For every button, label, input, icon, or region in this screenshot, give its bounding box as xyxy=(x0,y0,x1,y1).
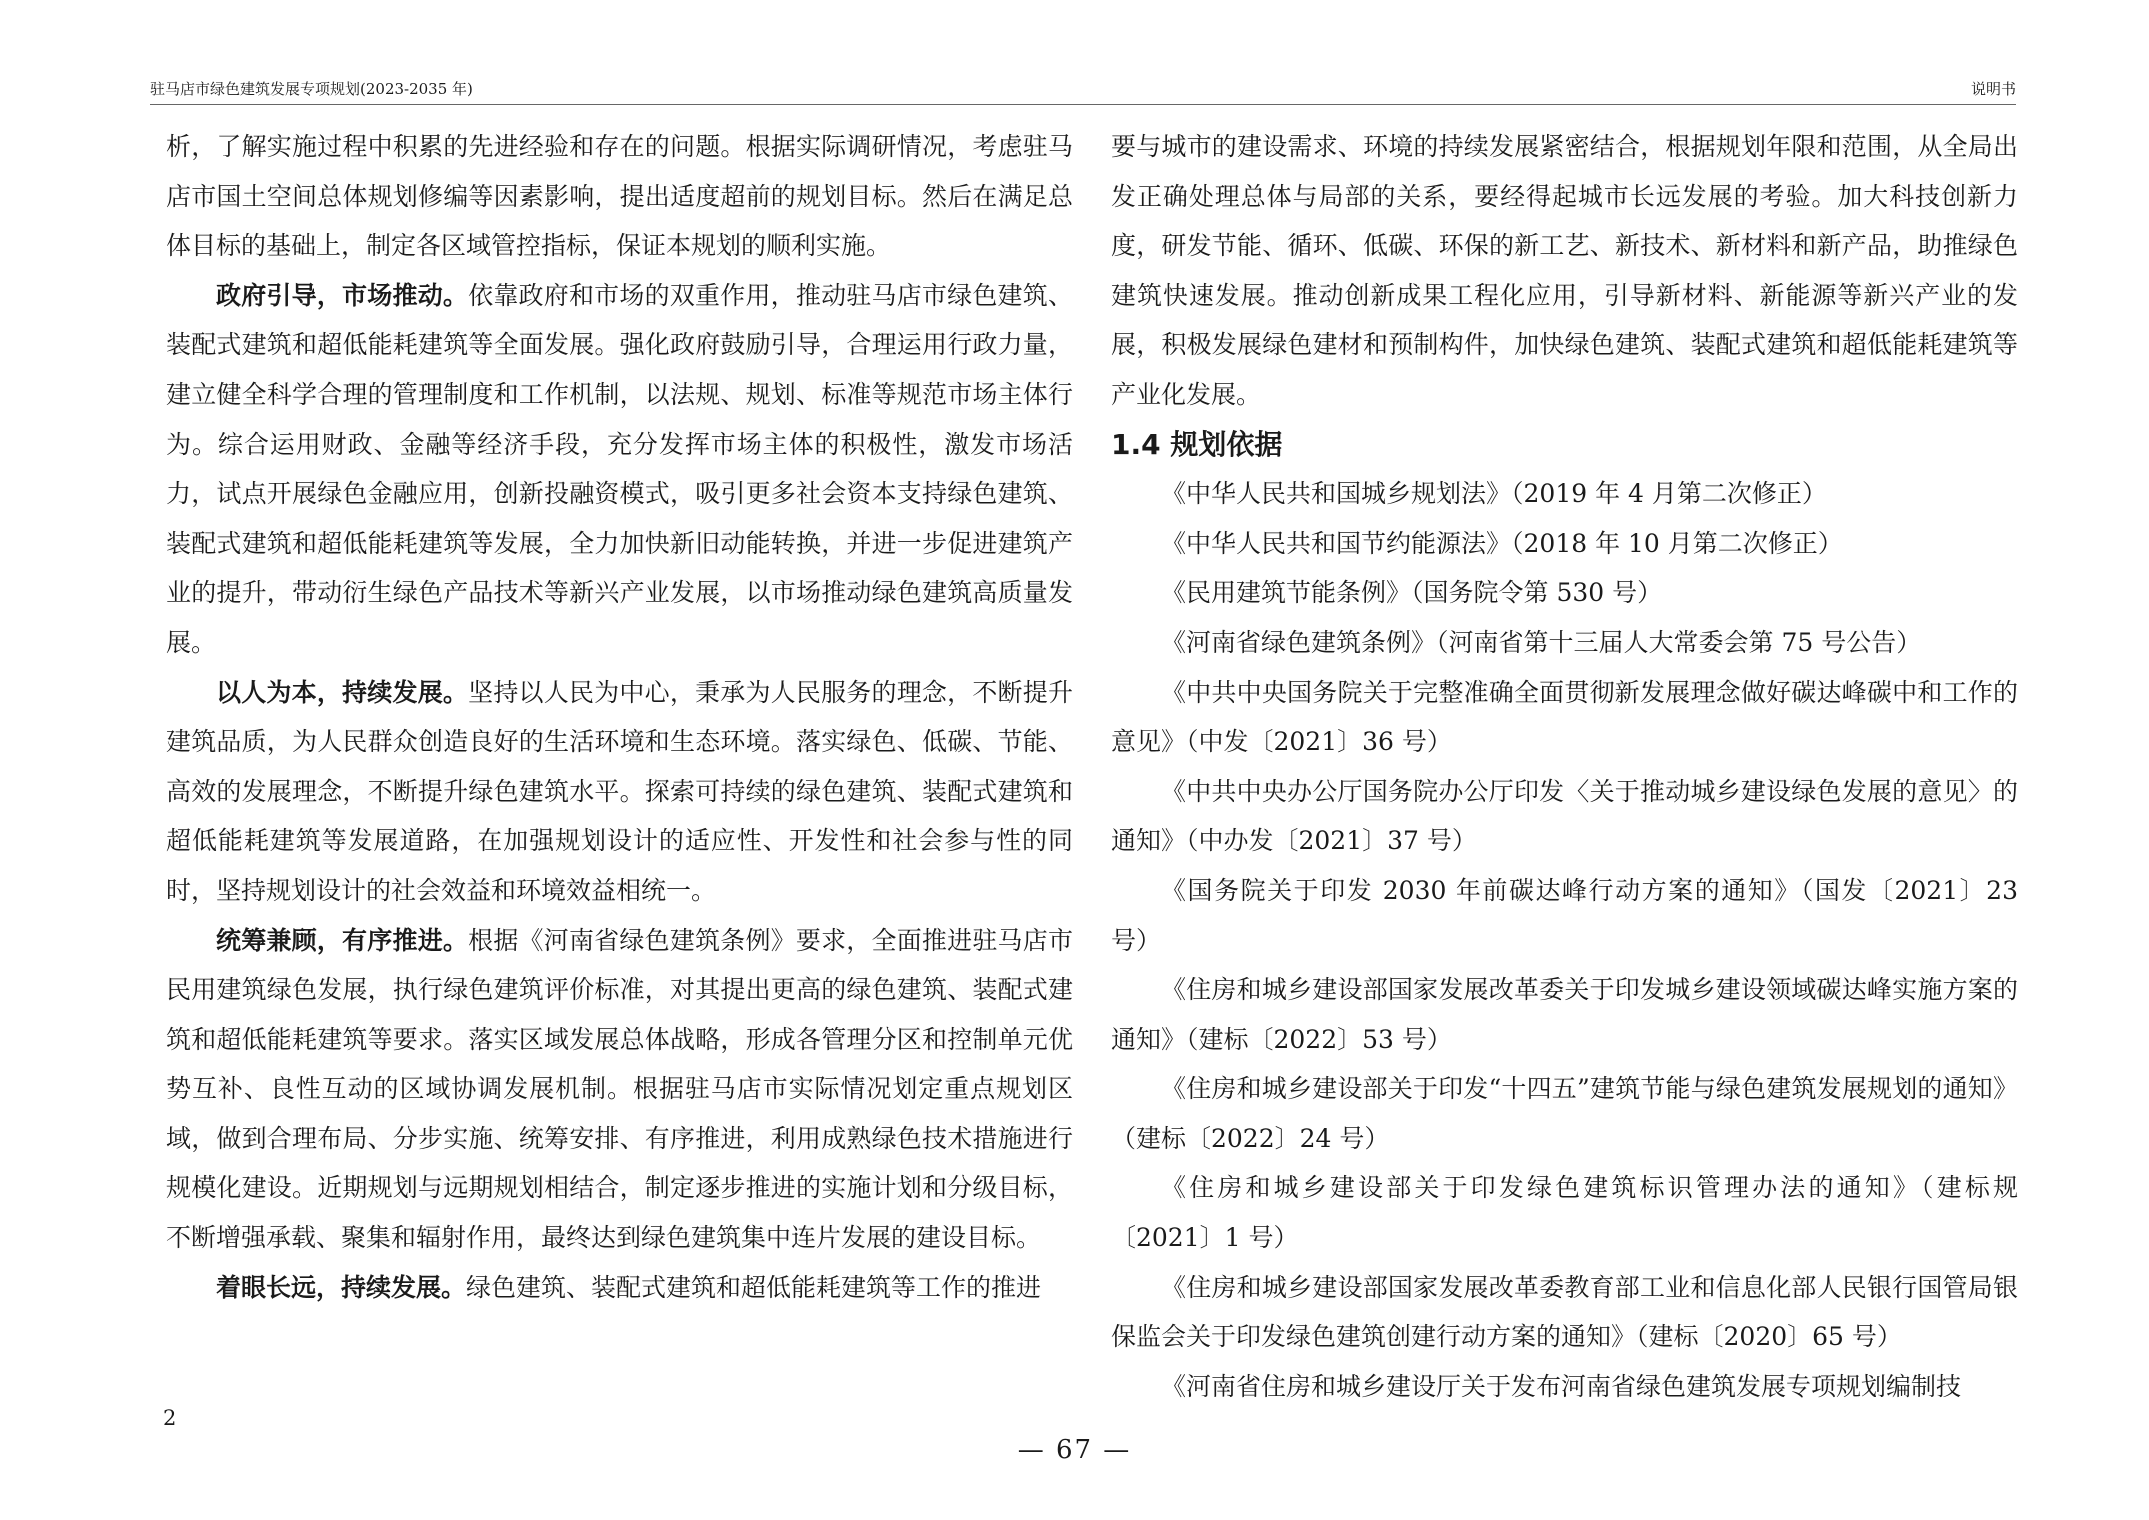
reference-item: 《中共中央国务院关于完整准确全面贯彻新发展理念做好碳达峰碳中和工作的意见》（中发〔2021〕36 号） xyxy=(1111,677,2018,757)
paragraph: 析，了解实施过程中积累的先进经验和存在的问题。根据实际调研情况，考虑驻马店市国土空间总体规划修编等因素影响，提出适度超前的规划目标。然后在满足总体目标的基础上，制定各区域管控指标，保证本规划的顺利实施。 xyxy=(166,132,1073,261)
header-rule xyxy=(150,104,2016,105)
paragraph-lead: 统筹兼顾，有序推进。 xyxy=(216,925,469,955)
reference-item: 《民用建筑节能条例》（国务院令第 530 号） xyxy=(1161,578,1663,608)
reference-item: 《住房和城乡建设部关于印发“十四五”建筑节能与绿色建筑发展规划的通知》（建标〔2022〕24 号） xyxy=(1111,1074,2018,1153)
paragraph xyxy=(166,1263,1073,1313)
reference-item: 《河南省绿色建筑条例》（河南省第十三届人大常委会第 75 号公告） xyxy=(1161,627,1922,657)
paragraph-lead: 政府引导，市场推动。 xyxy=(216,280,469,310)
running-header-right: 说明书 xyxy=(1970,80,2016,98)
paragraph xyxy=(166,271,1073,668)
page-number: — 67 — xyxy=(1017,1435,1132,1465)
paragraph-text: 依靠政府和市场的双重作用，推动驻马店市绿色建筑、装配式建筑和超低能耗建筑等全面发展。强化政府鼓励引导，合理运用行政力量，建立健全科学合理的管理制度和工作机制，以法规、规划、标准等规范市场主体行为。综合运用财政、金融等经济手段，充分发挥市场主体的积极性，激发市场活力，试点开展绿色金融应用，创新投融资模式，吸引更多社会资本支持绿色建筑、装配式建筑和超低能耗建筑等发展，全力加快新旧动能转换，并进一步促进建筑产业的提升，带动衍生绿色产品技术等新兴产业发展，以市场推动绿色建筑高质量发展。 xyxy=(166,280,1073,657)
running-header-left: 驻马店市绿色建筑发展专项规划(2023-2035 年) xyxy=(150,80,473,98)
right-column xyxy=(1111,122,2018,1411)
reference-item: 《住房和城乡建设部关于印发绿色建筑标识管理办法的通知》（建标规〔2021〕1 号） xyxy=(1111,1173,2018,1253)
reference-item: 《住房和城乡建设部国家发展改革委关于印发城乡建设领域碳达峰实施方案的通知》（建标〔2022〕53 号） xyxy=(1111,975,2018,1054)
reference-item: 《中华人民共和国节约能源法》（2018 年 10 月第二次修正） xyxy=(1161,528,1843,558)
paragraph: 要与城市的建设需求、环境的持续发展紧密结合，根据规划年限和范围，从全局出发正确处理总体与局部的关系，要经得起城市长远发展的考验。加大科技创新力度，研发节能、循环、低碳、环保的新工艺、新技术、新材料和新产品，助推绿色建筑快速发展。推动创新成果工程化应用，引导新材料、新能源等新兴产业的发展，积极发展绿色建材和预制构件，加快绿色建筑、装配式建筑和超低能耗建筑等产业化发展。 xyxy=(1111,132,2018,409)
reference-item: 《中共中央办公厅国务院办公厅印发〈关于推动城乡建设绿色发展的意见〉的通知》（中办发〔2021〕37 号） xyxy=(1111,776,2018,856)
paragraph-lead: 以人为本，持续发展。 xyxy=(216,677,469,707)
reference-item: 《国务院关于印发 2030 年前碳达峰行动方案的通知》（国发〔2021〕23 号） xyxy=(1111,875,2018,955)
inner-page-number: 2 xyxy=(163,1406,177,1430)
paragraph xyxy=(166,916,1073,1263)
paragraph xyxy=(166,668,1073,916)
paragraph-text: 根据《河南省绿色建筑条例》要求，全面推进驻马店市民用建筑绿色发展，执行绿色建筑评价标准，对其提出更高的绿色建筑、装配式建筑和超低能耗建筑等要求。落实区域发展总体战略，形成各管理分区和控制单元优势互补、良性互动的区域协调发展机制。根据驻马店市实际情况划定重点规划区域，做到合理布局、分步实施、统筹安排、有序推进，利用成熟绿色技术措施进行规模化建设。近期规划与远期规划相结合，制定逐步推进的实施计划和分级目标，不断增强承载、聚集和辐射作用，最终达到绿色建筑集中连片发展的建设目标。 xyxy=(166,925,1073,1253)
left-column xyxy=(166,122,1073,1312)
paragraph-lead: 着眼长远，持续发展。 xyxy=(216,1272,467,1302)
reference-item: 《河南省住房和城乡建设厅关于发布河南省绿色建筑发展专项规划编制技 xyxy=(1161,1371,1962,1401)
section-heading: 1.4 规划依据 xyxy=(1111,427,1283,461)
paragraph-text: 绿色建筑、装配式建筑和超低能耗建筑等工作的推进 xyxy=(466,1272,1042,1302)
reference-item: 《住房和城乡建设部国家发展改革委教育部工业和信息化部人民银行国管局银保监会关于印发绿色建筑创建行动方案的通知》（建标〔2020〕65 号） xyxy=(1111,1272,2018,1352)
paragraph-text: 坚持以人民为中心，秉承为人民服务的理念，不断提升建筑品质，为人民群众创造良好的生活环境和生态环境。落实绿色、低碳、节能、高效的发展理念，不断提升绿色建筑水平。探索可持续的绿色建筑、装配式建筑和超低能耗建筑等发展道路，在加强规划设计的适应性、开发性和社会参与性的同时，坚持规划设计的社会效益和环境效益相统一。 xyxy=(166,677,1073,905)
reference-item: 《中华人民共和国城乡规划法》（2019 年 4 月第二次修正） xyxy=(1161,479,1827,509)
